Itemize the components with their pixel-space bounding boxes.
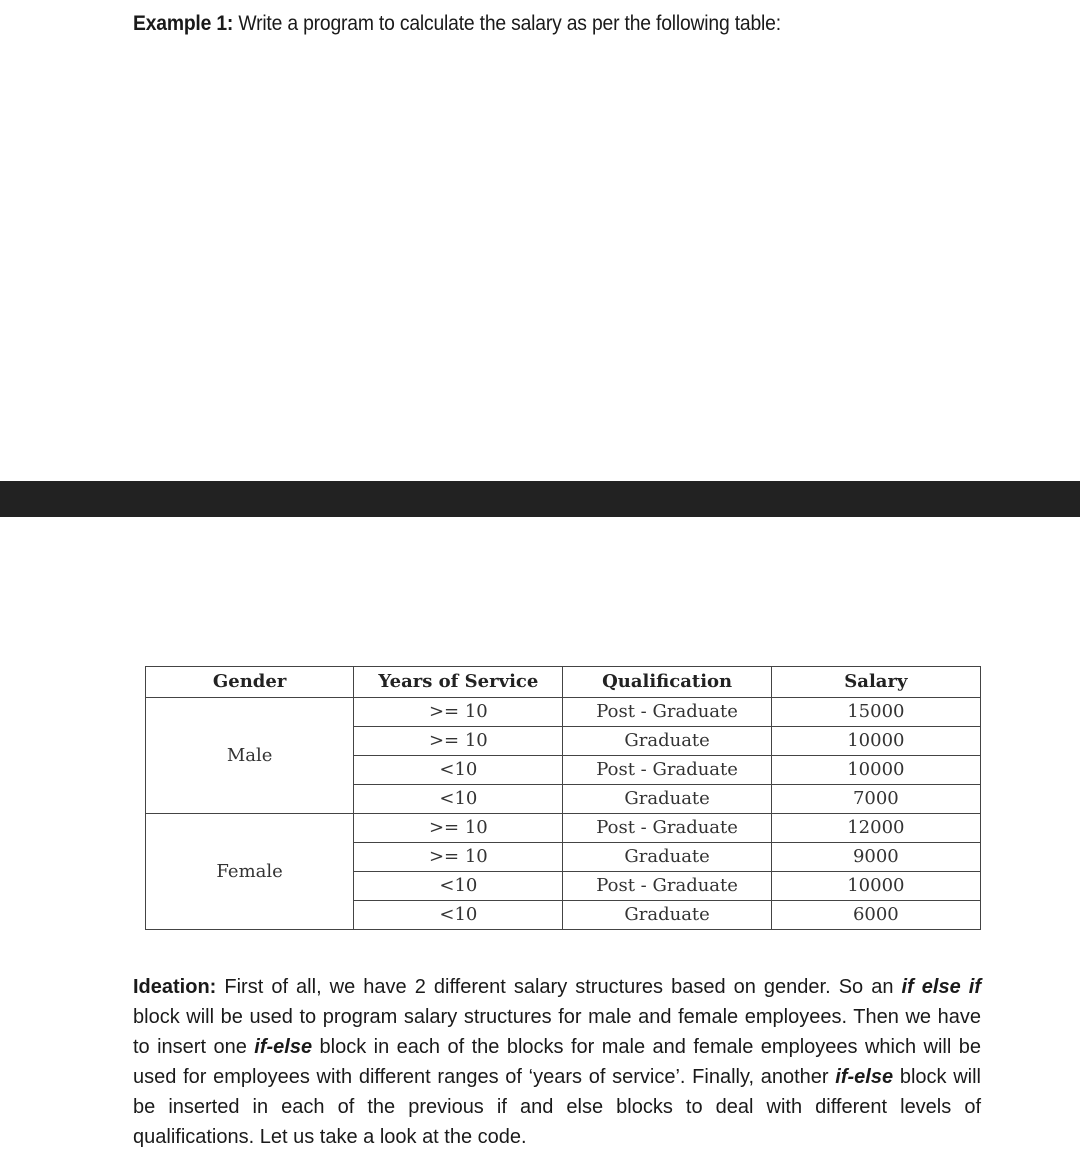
header-salary: Salary bbox=[771, 667, 980, 698]
salary-cell: 10000 bbox=[771, 756, 980, 785]
keyword-if-else-2: if-else bbox=[835, 1066, 894, 1088]
example-heading bbox=[133, 12, 781, 36]
years-cell: <10 bbox=[354, 872, 563, 901]
years-cell: >= 10 bbox=[354, 698, 563, 727]
ideation-text-4: block will be inserted in each of the previous if and else blocks to deal with different levels of qualifications. Let us take a look at the code. bbox=[133, 1066, 981, 1148]
gender-cell-female: Female bbox=[146, 814, 354, 930]
table-header-row bbox=[146, 667, 981, 698]
salary-cell: 7000 bbox=[771, 785, 980, 814]
qualification-cell: Post - Graduate bbox=[563, 814, 771, 843]
ideation-text-3: block in each of the blocks for male and female employees which will be used for employees with different ranges of ‘years of service’. Finally, another bbox=[133, 1036, 981, 1088]
header-years-of-service: Years of Service bbox=[354, 667, 563, 698]
ideation-text-2: block will be used to program salary structures for male and female employees. Then we have to insert one bbox=[133, 1006, 981, 1058]
salary-cell: 10000 bbox=[771, 727, 980, 756]
ideation-text-1: First of all, we have 2 different salary structures based on gender. So an bbox=[216, 976, 902, 998]
years-cell: >= 10 bbox=[354, 814, 563, 843]
table-row bbox=[146, 814, 981, 843]
example-text: Write a program to calculate the salary as per the following table: bbox=[233, 12, 781, 35]
header-qualification: Qualification bbox=[563, 667, 771, 698]
keyword-if-else-if: if else if bbox=[901, 976, 981, 998]
years-cell: >= 10 bbox=[354, 843, 563, 872]
years-cell: >= 10 bbox=[354, 727, 563, 756]
table-row bbox=[146, 698, 981, 727]
salary-table bbox=[145, 666, 981, 930]
ideation-paragraph bbox=[133, 972, 981, 1152]
years-cell: <10 bbox=[354, 756, 563, 785]
ideation-label: Ideation: bbox=[133, 976, 217, 998]
header-gender: Gender bbox=[146, 667, 354, 698]
salary-cell: 12000 bbox=[771, 814, 980, 843]
qualification-cell: Graduate bbox=[563, 785, 771, 814]
salary-cell: 9000 bbox=[771, 843, 980, 872]
example-label: Example 1: bbox=[133, 12, 234, 35]
qualification-cell: Post - Graduate bbox=[563, 872, 771, 901]
qualification-cell: Post - Graduate bbox=[563, 756, 771, 785]
years-cell: <10 bbox=[354, 785, 563, 814]
salary-cell: 15000 bbox=[771, 698, 980, 727]
dark-band-divider bbox=[0, 481, 1080, 517]
gender-cell-male: Male bbox=[146, 698, 354, 814]
years-cell: <10 bbox=[354, 901, 563, 930]
qualification-cell: Post - Graduate bbox=[563, 698, 771, 727]
qualification-cell: Graduate bbox=[563, 901, 771, 930]
keyword-if-else-1: if-else bbox=[254, 1036, 313, 1058]
qualification-cell: Graduate bbox=[563, 843, 771, 872]
salary-cell: 10000 bbox=[771, 872, 980, 901]
salary-cell: 6000 bbox=[771, 901, 980, 930]
qualification-cell: Graduate bbox=[563, 727, 771, 756]
